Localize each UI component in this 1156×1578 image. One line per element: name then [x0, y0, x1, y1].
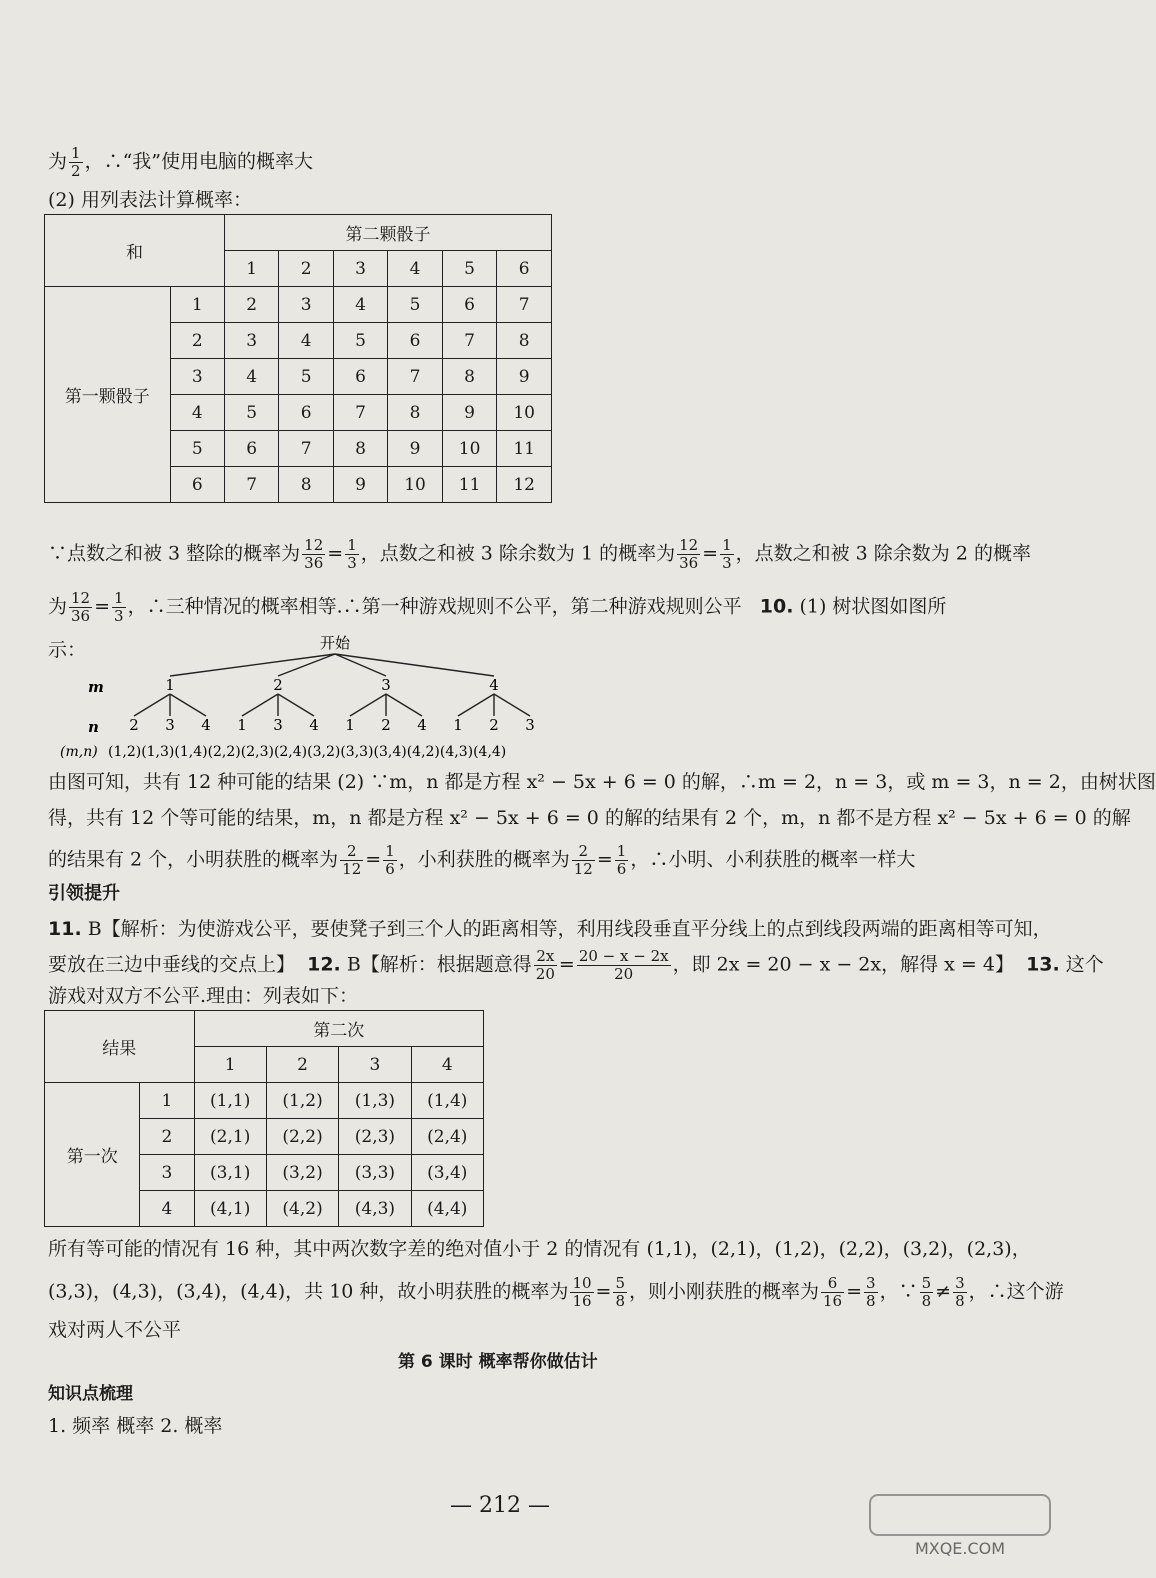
- fraction: $\frac{20 - x - 2x}{20}$: [578, 947, 669, 983]
- table-cell: 8: [333, 431, 387, 467]
- table-cell: 10: [497, 395, 552, 431]
- table-cell: 3: [279, 287, 333, 323]
- tree-node-n: 3: [165, 716, 175, 734]
- fraction: $\frac{6}{16}$: [823, 1274, 843, 1310]
- column-header: 4: [388, 251, 443, 287]
- tree-node-n: 4: [201, 716, 211, 734]
- tree-node-n: 3: [273, 716, 283, 734]
- column-header: 1: [224, 251, 278, 287]
- table-cell: 9: [333, 467, 387, 503]
- text-line-4: 为 $\frac{12}{36}$ = $\frac{1}{3}$ ，∴三种情况的概率相等.∴第一种游戏规则不公平，第二种游戏规则公平 10. (1) 树状图如图所: [48, 589, 947, 625]
- row-group-header: 第一颗骰子: [45, 287, 171, 503]
- text-line-7: 得，共有 12 个等可能的结果，m，n 都是方程 x² − 5x + 6 = 0 的解的结果有 2 个，m，n 都不是方程 x² − 5x + 6 = 0 的解: [48, 807, 1131, 829]
- table-cell: (1,2): [266, 1083, 338, 1119]
- tree-branch: [386, 694, 422, 716]
- table-cell: 7: [388, 359, 443, 395]
- watermark-text: MXQE.COM: [914, 1539, 1006, 1558]
- table-row: [45, 287, 552, 323]
- column-header: 6: [497, 251, 552, 287]
- table-corner-label: 结果: [102, 1039, 137, 1059]
- tree-node-m: 1: [165, 676, 175, 694]
- row-header: 1: [170, 287, 224, 323]
- table-cell: 7: [333, 395, 387, 431]
- table-cell: (3,1): [194, 1155, 266, 1191]
- table-cell: 9: [497, 359, 552, 395]
- fraction: $\frac{1}{3}$: [722, 536, 732, 572]
- tree-node-m: 3: [381, 676, 391, 694]
- table-corner-cell: [45, 1011, 195, 1083]
- tree-branch: [350, 694, 386, 716]
- row-header: 4: [140, 1191, 194, 1227]
- table-cell: 6: [388, 323, 443, 359]
- section-heading-knowledge: 知识点梳理: [48, 1384, 133, 1404]
- page-number: — 212 —: [450, 1493, 550, 1518]
- text-line-9: 11. B【解析：为使游戏公平，要使凳子到三个人的距离相等，利用线段垂直平分线上的点到线段两端的距离相等可知，: [48, 918, 1052, 940]
- table-cell: 5: [333, 323, 387, 359]
- fraction: $\frac{1}{3}$: [347, 536, 357, 572]
- table-cell: 7: [442, 323, 497, 359]
- table-cell: (4,2): [266, 1191, 338, 1227]
- tree-node-m: 2: [273, 676, 283, 694]
- row-header: 1: [140, 1083, 194, 1119]
- fraction: $\frac{12}{36}$: [71, 589, 91, 625]
- column-header: 3: [339, 1047, 411, 1083]
- table-cell: 8: [442, 359, 497, 395]
- fraction: $\frac{1}{6}$: [616, 842, 627, 878]
- table-cell: (1,1): [194, 1083, 266, 1119]
- row-header: 6: [170, 467, 224, 503]
- table-cell: 7: [497, 287, 552, 323]
- table-cell: 6: [442, 287, 497, 323]
- table-cell: (2,2): [266, 1119, 338, 1155]
- table-cell: 8: [279, 467, 333, 503]
- table-cell: (1,4): [411, 1083, 483, 1119]
- tree-node-n: 4: [417, 716, 427, 734]
- tree-pairs: (1,2)(1,3)(1,4)(2,2)(2,3)(2,4)(3,2)(3,3)(3,4)(4,2)(4,3)(4,4): [108, 744, 507, 760]
- text-line-6: 由图可知，共有 12 种可能的结果 (2) ∵m，n 都是方程 x² − 5x + 6 = 0 的解，∴m = 2，n = 3，或 m = 3，n = 2，由树状图: [48, 771, 1156, 793]
- tree-branch: [134, 694, 170, 716]
- row-header: 4: [170, 395, 224, 431]
- text-line-12: 所有等可能的情况有 16 种，其中两次数字差的绝对值小于 2 的情况有 (1,1)，(2,1)，(1,2)，(2,2)，(3,2)，(2,3)，: [48, 1238, 1031, 1260]
- row-header: 3: [170, 359, 224, 395]
- tree-pairs-label: (m,n): [60, 744, 98, 760]
- tree-node-n: 2: [381, 716, 391, 734]
- fraction: $\frac{1}{3}$: [114, 589, 124, 625]
- table-cell: (1,3): [339, 1083, 411, 1119]
- table-cell: 2: [224, 287, 278, 323]
- table-cell: 3: [224, 323, 278, 359]
- row-header: 5: [170, 431, 224, 467]
- table-cell: (3,4): [411, 1155, 483, 1191]
- column-header: 2: [279, 251, 333, 287]
- text-line-15: 1. 频率 概率 2. 概率: [48, 1415, 223, 1437]
- watermark-logo: [860, 1490, 1060, 1560]
- tree-node-m: 4: [489, 676, 499, 694]
- text-line-11: 游戏对双方不公平.理由：列表如下：: [48, 985, 359, 1007]
- tree-branch: [278, 694, 314, 716]
- table-cell: 11: [497, 431, 552, 467]
- table-cell: (2,4): [411, 1119, 483, 1155]
- table-cell: 10: [442, 431, 497, 467]
- fraction: $\frac{12}{36}$: [679, 536, 699, 572]
- dice-sum-table: [44, 214, 552, 503]
- tree-node-n: 1: [237, 716, 247, 734]
- column-header: 4: [411, 1047, 483, 1083]
- table-cell: 9: [442, 395, 497, 431]
- table-cell: 6: [333, 359, 387, 395]
- row-group-header: 第一次: [45, 1083, 140, 1227]
- text-line-2: (2) 用列表法计算概率：: [48, 189, 252, 211]
- table-cell: 9: [388, 431, 443, 467]
- table-cell: (4,1): [194, 1191, 266, 1227]
- table-cell: 8: [497, 323, 552, 359]
- tree-node-n: 2: [489, 716, 499, 734]
- tree-branch: [494, 694, 530, 716]
- fraction: $\frac{10}{16}$: [572, 1274, 592, 1310]
- table-cell: 8: [388, 395, 443, 431]
- tree-branch: [242, 694, 278, 716]
- fraction: $\frac{3}{8}$: [866, 1274, 876, 1310]
- row-header: 3: [140, 1155, 194, 1191]
- tree-diagram: [50, 632, 570, 772]
- tree-node-n: 1: [453, 716, 463, 734]
- tree-node-n: 1: [345, 716, 355, 734]
- text-line-3: ∵点数之和被 3 整除的概率为 $\frac{12}{36}$ = $\frac{1}{3}$ ，点数之和被 3 除余数为 1 的概率为 $\frac{12}{36}$ = $\frac{1}{3}$ ，点数之和被 3 除余数为 2 的概率: [48, 536, 1031, 572]
- table-cell: (3,2): [266, 1155, 338, 1191]
- tree-node-n: 3: [525, 716, 535, 734]
- table-cell: 4: [279, 323, 333, 359]
- column-group-header: 第二次: [194, 1011, 483, 1047]
- table-cell: 7: [224, 467, 278, 503]
- table-cell: 12: [497, 467, 552, 503]
- column-header: 3: [333, 251, 387, 287]
- text-line-14: 戏对两人不公平: [48, 1319, 182, 1341]
- table-cell: (2,3): [339, 1119, 411, 1155]
- row-header: 2: [140, 1119, 194, 1155]
- table-cell: 5: [388, 287, 443, 323]
- table-cell: (2,1): [194, 1119, 266, 1155]
- lesson-title: 第 6 课时 概率帮你做估计: [398, 1352, 598, 1372]
- fraction: $\frac{5}{8}$: [921, 1274, 932, 1310]
- fraction: $\frac{3}{8}$: [955, 1274, 965, 1310]
- text-line-10: 要放在三边中垂线的交点上】 12. B【解析：根据题意得 $\frac{2x}{20}$ = $\frac{20 - x - 2x}{20}$ ，即 2x = 20 − x − 2x，解得 x = 4】 13. 这个: [48, 947, 1104, 983]
- column-group-header: 第二颗骰子: [224, 215, 551, 251]
- fraction: $\frac{2}{12}$: [342, 842, 362, 878]
- tree-m-label: m: [88, 678, 104, 696]
- table-cell: 4: [333, 287, 387, 323]
- fraction: $\frac{1}{6}$: [385, 842, 395, 878]
- tree-root: 开始: [319, 634, 351, 652]
- tree-branch: [170, 694, 206, 716]
- tree-n-label: n: [88, 718, 99, 736]
- fraction: $\frac{2x}{20}$: [535, 947, 555, 983]
- table-cell: (4,4): [411, 1191, 483, 1227]
- fraction: $\frac{12}{36}$: [304, 536, 324, 572]
- table-corner-cell: [45, 215, 225, 287]
- table-cell: 11: [442, 467, 497, 503]
- tree-branch: [170, 654, 335, 676]
- text-line-13: (3,3)，(4,3)，(3,4)，(4,4)，共 10 种，故小明获胜的概率为 $\frac{10}{16}$ = $\frac{5}{8}$ ，则小刚获胜的概率为 $\frac{6}{16}$ = $\frac{3}{8}$ ，∵ $\frac{5}{8}$ ≠ $\frac{3}{8}$ ，∴这个游: [48, 1274, 1064, 1310]
- table-cell: 5: [279, 359, 333, 395]
- column-header: 1: [194, 1047, 266, 1083]
- row-header: 2: [170, 323, 224, 359]
- text-line-1: 为 $\frac{1}{2}$ ，∴“我”使用电脑的概率大: [48, 144, 313, 180]
- table-cell: 5: [224, 395, 278, 431]
- fraction: $\frac{1}{2}$: [71, 144, 81, 180]
- table-cell: 6: [224, 431, 278, 467]
- text-line-5: 示：: [48, 639, 87, 661]
- table-cell: 7: [279, 431, 333, 467]
- table-row: [45, 1083, 484, 1119]
- table-cell: (3,3): [339, 1155, 411, 1191]
- fraction: $\frac{2}{12}$: [573, 842, 593, 878]
- table-cell: 4: [224, 359, 278, 395]
- column-header: 2: [266, 1047, 338, 1083]
- two-draw-table: [44, 1010, 484, 1227]
- text-line-8: 的结果有 2 个，小明获胜的概率为 $\frac{2}{12}$ = $\frac{1}{6}$ ，小利获胜的概率为 $\frac{2}{12}$ = $\frac{1}{6}$ ，∴小明、小利获胜的概率一样大: [48, 842, 916, 878]
- table-cell: 10: [388, 467, 443, 503]
- table-cell: (4,3): [339, 1191, 411, 1227]
- tree-node-n: 4: [309, 716, 319, 734]
- table-corner-label: 和: [125, 243, 143, 263]
- tree-branch: [458, 694, 494, 716]
- table-cell: 6: [279, 395, 333, 431]
- section-heading-advance: 引领提升: [48, 883, 120, 904]
- tree-node-n: 2: [129, 716, 139, 734]
- column-header: 5: [442, 251, 497, 287]
- fraction: $\frac{5}{8}$: [615, 1274, 625, 1310]
